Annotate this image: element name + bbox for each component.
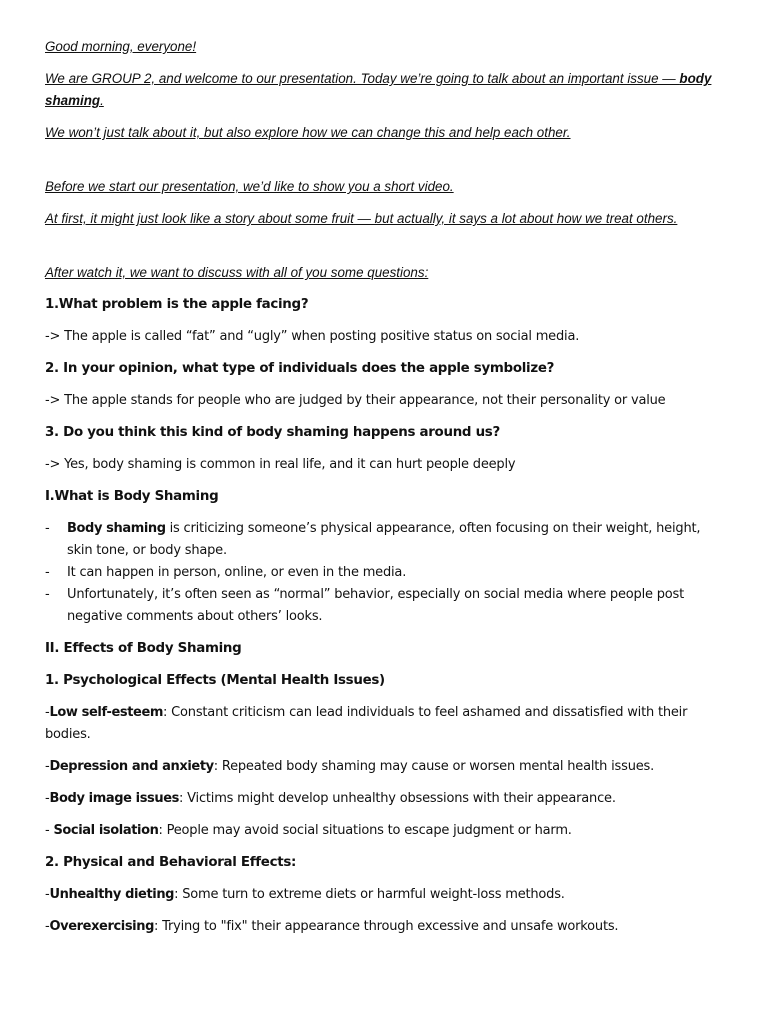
question-1: 1.What problem is the apple facing? bbox=[45, 297, 309, 312]
effect-text: : Trying to "fix" their appearance through excessive and unsafe workouts. bbox=[154, 919, 619, 934]
effect-item bbox=[45, 756, 725, 778]
bullet-text: is criticizing someone’s physical appearance, often focusing on their weight, height, skin tone, or body shape. bbox=[67, 521, 701, 558]
subheading-physical: 2. Physical and Behavioral Effects: bbox=[45, 855, 297, 870]
welcome-text: We are GROUP 2, and welcome to our presentation. Today we’re going to talk about an important issue — bbox=[45, 71, 680, 86]
effect-item bbox=[45, 702, 725, 746]
effect-text: : People may avoid social situations to escape judgment or harm. bbox=[158, 823, 572, 838]
video-intro-paragraph: Before we start our presentation, we’d like to show you a short video. bbox=[45, 179, 454, 194]
effect-item bbox=[45, 916, 725, 938]
topic-text: body shaming bbox=[45, 71, 712, 108]
greeting-line: Good morning, everyone! bbox=[45, 39, 197, 54]
bullet-text: It can happen in person, online, or even in the media. bbox=[67, 565, 407, 580]
discussion-paragraph: After watch it, we want to discuss with all of you some questions: bbox=[45, 265, 429, 280]
effect-prefix: - bbox=[45, 887, 50, 902]
spacer bbox=[45, 154, 725, 176]
effect-term: Depression and anxiety bbox=[49, 759, 214, 774]
bullet-dash: - bbox=[45, 565, 50, 580]
list-item bbox=[45, 518, 725, 562]
document-page bbox=[45, 36, 725, 948]
effect-term: Unhealthy dieting bbox=[49, 887, 175, 902]
bullet-dash: - bbox=[45, 521, 50, 536]
bullet-dash: - bbox=[45, 587, 50, 602]
explore-paragraph: We won’t just talk about it, but also explore how we can change this and help each other. bbox=[45, 125, 571, 140]
question-2: 2. In your opinion, what type of individuals does the apple symbolize? bbox=[45, 361, 555, 376]
effect-item bbox=[45, 820, 725, 842]
definition-list bbox=[45, 518, 725, 628]
video-note-paragraph: At first, it might just look like a story about some fruit — but actually, it says a lot about how we treat others. bbox=[45, 211, 678, 226]
effect-text: : Constant criticism can lead individuals to feel ashamed and dissatisfied with their bodies. bbox=[45, 705, 688, 742]
effect-prefix: - bbox=[45, 759, 50, 774]
effect-prefix: - bbox=[45, 919, 50, 934]
effect-prefix: - bbox=[45, 791, 50, 806]
list-item bbox=[45, 584, 725, 628]
section-heading-what-is: I.What is Body Shaming bbox=[45, 489, 219, 504]
answer-1: -> The apple is called “fat” and “ugly” when posting positive status on social media. bbox=[45, 329, 580, 344]
answer-3: -> Yes, body shaming is common in real life, and it can hurt people deeply bbox=[45, 457, 516, 472]
answer-2: -> The apple stands for people who are judged by their appearance, not their personality or value bbox=[45, 393, 666, 408]
effect-item bbox=[45, 884, 725, 906]
effect-text: : Some turn to extreme diets or harmful weight-loss methods. bbox=[174, 887, 565, 902]
topic-suffix: . bbox=[100, 93, 104, 108]
term-body-shaming: Body shaming bbox=[67, 521, 166, 536]
effect-term: Social isolation bbox=[53, 823, 159, 838]
subheading-psychological: 1. Psychological Effects (Mental Health Issues) bbox=[45, 673, 385, 688]
spacer bbox=[45, 240, 725, 262]
effect-prefix: - bbox=[45, 823, 54, 838]
effect-text: : Victims might develop unhealthy obsessions with their appearance. bbox=[179, 791, 616, 806]
effect-text: : Repeated body shaming may cause or worsen mental health issues. bbox=[213, 759, 655, 774]
question-3: 3. Do you think this kind of body shaming happens around us? bbox=[45, 425, 500, 440]
section-heading-effects: II. Effects of Body Shaming bbox=[45, 641, 242, 656]
effect-term: Low self-esteem bbox=[49, 705, 164, 720]
welcome-paragraph bbox=[45, 68, 725, 112]
effect-item bbox=[45, 788, 725, 810]
list-item bbox=[45, 562, 725, 584]
bullet-text: Unfortunately, it’s often seen as “normal” behavior, especially on social media where people post negative comments about others’ looks. bbox=[67, 587, 685, 624]
effect-prefix: - bbox=[45, 705, 50, 720]
effect-term: Body image issues bbox=[49, 791, 180, 806]
effect-term: Overexercising bbox=[49, 919, 155, 934]
